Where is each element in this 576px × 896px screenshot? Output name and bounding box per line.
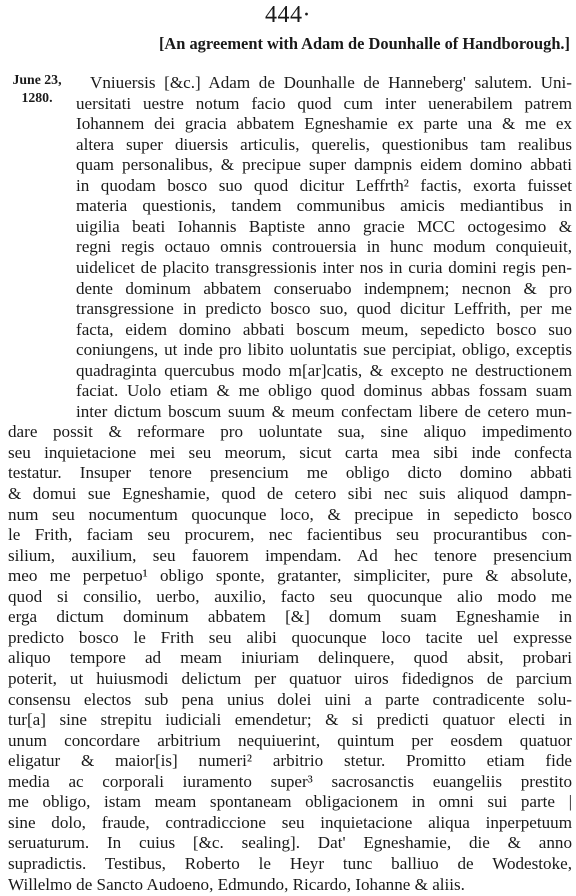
text-line: consensu electos sub pena unius dolei uini a parte contradicente solu-: [8, 689, 572, 709]
text-line: Willelmo de Sancto Audoeno, Edmundo, Ricardo, Iohanne & aliis.: [8, 874, 465, 894]
text-line: altera super diuersis articulis, querelis, questionibus tam realibus: [76, 134, 572, 154]
text-line: erga dictum dominum abbatem [&] domum suam Egneshamie in: [8, 607, 572, 627]
text-line: coniungens, ut inde pro libito uoluntatis sue percipiat, obligo, exceptis: [76, 340, 572, 360]
text-line: sine dolo, fraude, contradiccione seu inquietacione aliqua inperpetuum: [8, 812, 572, 832]
text-line: me obligo, istam meam spontaneam obligacionem in omni sui parte |: [8, 792, 572, 812]
text-line: silium, auxilium, seu fauorem impendam. Ad hec tenore presencium: [8, 545, 572, 565]
text-line: Vniuersis [&c.] Adam de Dounhalle de Hanneberg' salutem. Uni-: [90, 73, 572, 92]
document-heading: [An agreement with Adam de Dounhalle of Handborough.]: [158, 34, 570, 53]
text-line: materia questionis, tandem communibus amicis mediantibus in: [76, 196, 572, 216]
margin-note: [2, 71, 72, 107]
page-number: 444·: [265, 2, 311, 28]
margin-year: 1280.: [21, 90, 53, 105]
text-line: poterit, ut huiusmodi delictum per quatuor uiros fidedignos de parcium: [8, 669, 572, 688]
text-line: dente dominum abbatem conseruabo indempnem; necnon & pro: [76, 278, 572, 298]
text-line: regni regis octauo omnis controuersia in hunc modum conquieuit,: [76, 237, 572, 257]
text-line: eligatur & maior[is] numeri² arbitrio stetur. Promitto etiam fide: [8, 751, 572, 771]
text-line: testatur. Insuper tenore presencium me obligo dicto domino abbati: [8, 463, 572, 483]
text-line: seu inquietacione mei seu meorum, sicut carta mea sibi inde confecta: [8, 442, 572, 462]
text-line: Iohannem dei gracia abbatem Egneshamie ex parte una & me ex: [76, 114, 572, 134]
text-line: & domui sue Egneshamie, quod de cetero sibi nec suis aliquod dampn-: [8, 484, 572, 503]
text-line: predicto bosco le Frith seu alibi quocunque loco tacite uel expresse: [8, 627, 572, 647]
text-line: unum concordare arbitrium nequiuerint, quintum per eosdem quatuor: [8, 730, 572, 750]
text-line: seruaturum. In cuius [&c. sealing]. Dat' Egneshamie, die & anno: [8, 833, 572, 853]
text-line: le Frith, faciam seu procurem, nec facientibus seu procurantibus con-: [8, 525, 572, 545]
text-line: quam personalibus, & precipue super dampnis eidem domino abbati: [76, 155, 572, 175]
text-line: quod si consilio, uerbo, auxilio, facto seu quocunque alio modo me: [8, 586, 572, 606]
text-line: uigilia beati Iohannis Baptiste anno gracie MCC octogesimo &: [76, 216, 572, 236]
text-line: tur[a] sine strepitu iudiciali emendetur; & si predicti quatuor electi in: [8, 710, 572, 730]
text-line: inter dictum boscum suum & meum confectam libere de cetero mun-: [76, 401, 572, 421]
text-line: quadraginta quercubus modo m[ar]catis, & excepto ne destructionem: [76, 360, 572, 380]
text-line: uidelicet de placito transgressionis inter nos in curia domini regis pen-: [76, 258, 572, 277]
text-line: num seu nocumentum quocunque loco, & precipue in sepedicto bosco: [8, 504, 572, 524]
text-line: in quodam bosco suo quod dicitur Leffrth² factis, exorta fuisset: [76, 175, 572, 195]
text-line: meo me perpetuo¹ obligo sponte, gratanter, simpliciter, pure & absolute,: [8, 566, 572, 586]
margin-date: June 23,: [12, 72, 62, 87]
text-line: uersitati uestre notum facio quod cum inter uenerabilem patrem: [76, 93, 572, 113]
text-line: media ac corporali iuramento super³ sacrosanctis euangeliis prestito: [8, 771, 572, 791]
text-line: faciat. Uolo etiam & me obligo quod dominus abbas fossam suam: [76, 381, 572, 401]
text-line: supradictis. Testibus, Roberto le Heyr tunc balliuo de Wodestoke,: [8, 853, 572, 873]
text-line: aliquo tempore ad meam iniuriam delinquere, quod absit, probari: [8, 648, 572, 668]
text-line: dare possit & reformare pro uoluntate sua, sine aliquo impedimento: [8, 422, 572, 442]
text-line: facta, eidem domino abbati boscum meum, sepedicto bosco suo: [76, 319, 572, 339]
text-line: transgressione in predicto bosco suo, quod dicitur Leffrith, per me: [76, 299, 572, 319]
